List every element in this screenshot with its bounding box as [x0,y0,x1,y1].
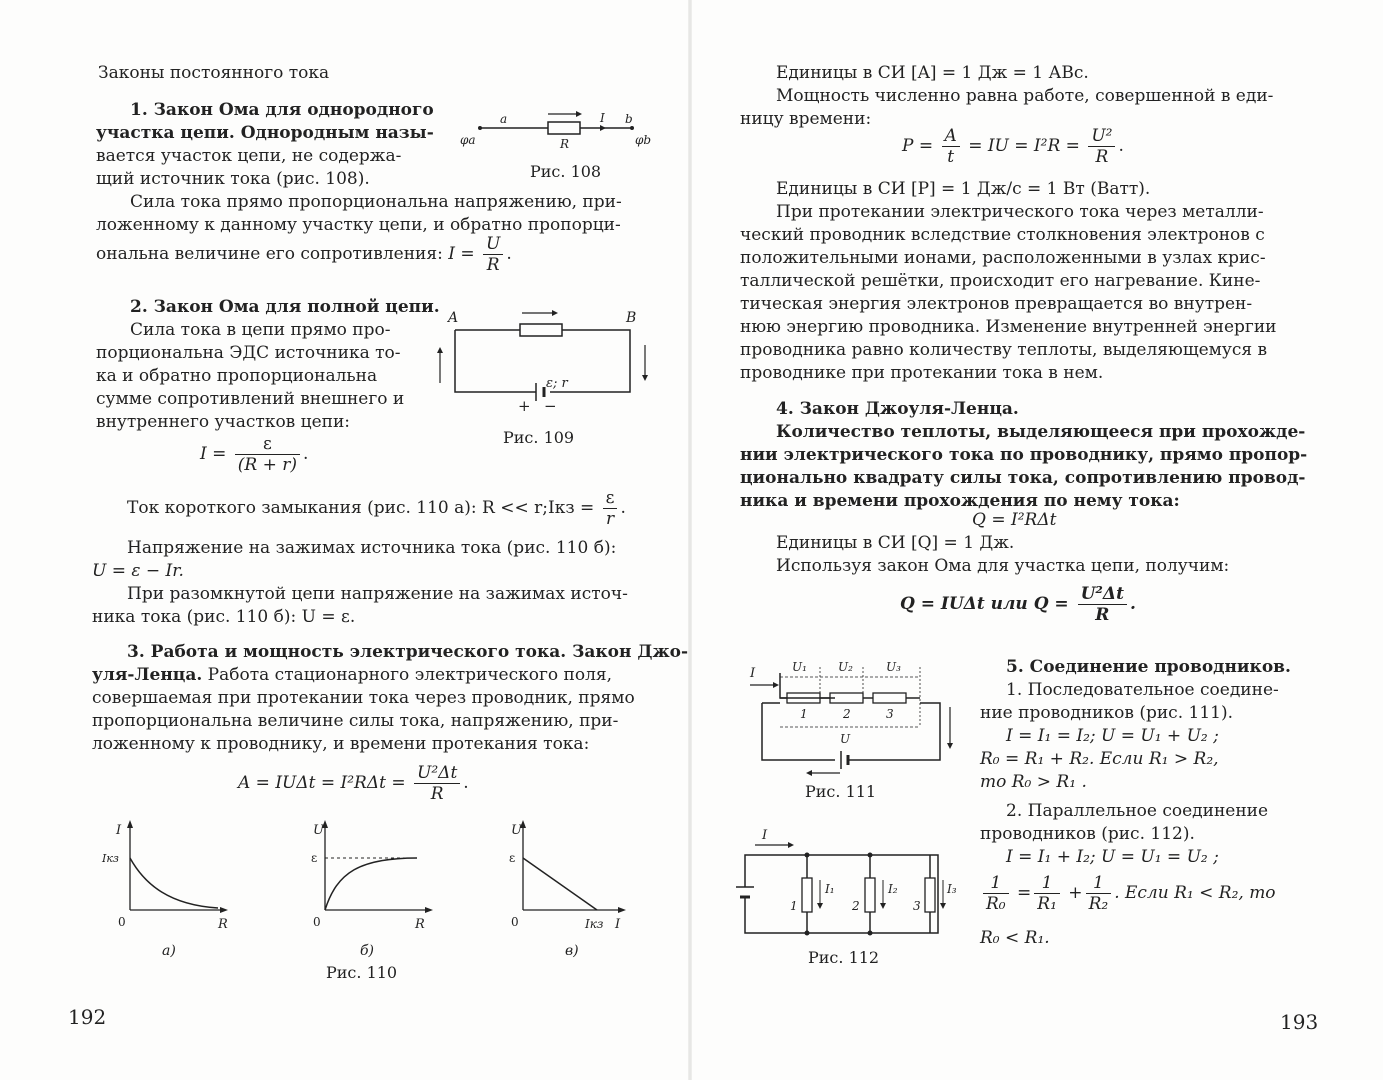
text-line: 2. Параллельное соединение [1006,801,1269,821]
svg-text:I: I [750,666,756,681]
full-circuit-formula: I = $\frac{\varepsilon}{(R + r)}$ . [200,434,309,475]
text-line: Единицы в СИ [Q] = 1 Дж. [776,533,1015,553]
section-1-title: 1. Закон Ома для однородного [130,100,434,120]
figure-108-caption: Рис. 108 [530,162,602,181]
emf-label: ε; r [546,376,568,391]
text-line: U = ε − Ir. [92,561,184,581]
parallel-formula: $\frac{1}{\text{R₀}}$ = $\frac{1}{\text{R₁}}$ + $\frac{1}{\text{R₂}}$ . Если R₁ < R₂, то [980,873,1276,914]
node-a-label: a [500,112,508,126]
power-formula: P = $\frac{A}{t}$ = IU = I²R = $\frac{\text{U²}}{R}$ . [902,126,1124,167]
figure-109-caption: Рис. 109 [503,428,575,447]
text-line: нюю энергию проводника. Изменение внутренней энергии [740,317,1277,337]
text-line: I = I₁ + I₂; U = U₁ = U₂ ; [1006,847,1219,867]
svg-text:I: I [615,917,621,932]
svg-text:б): б) [360,943,375,959]
minus-label: − [544,397,557,415]
text-line: пропорциональна величине силы тока, напряжению, при- [92,711,619,731]
svg-text:0: 0 [313,915,321,929]
svg-text:I₁: I₁ [825,882,835,896]
svg-text:R: R [415,917,425,932]
svg-text:в): в) [565,943,579,959]
joule-formula: Q = I²RΔt [972,510,1057,530]
svg-text:I: I [762,828,768,843]
text-line: порциональна ЭДС источника то- [96,343,401,363]
svg-text:1: 1 [800,707,808,721]
resistor-label: R [560,137,570,151]
svg-text:3: 3 [913,899,921,913]
current-label: I [600,111,605,125]
node-A-label: A [448,310,459,326]
svg-text:0: 0 [511,915,519,929]
svg-text:ε: ε [509,851,516,865]
text-line: уля-Ленца. Работа стационарного электрического поля, [92,665,613,685]
text-line: Сила тока в цепи прямо про- [130,320,391,340]
section-4-title: 4. Закон Джоуля-Ленца. [776,399,1019,419]
text-line: Напряжение на зажимах источника тока (рис. 110 б): [127,538,617,558]
text-line: ционально квадрату силы тока, сопротивлению провод- [740,468,1306,488]
text-line: I = I₁ = I₂; U = U₁ + U₂ ; [1006,726,1219,746]
svg-text:0: 0 [118,915,126,929]
text-line: ника и времени прохождения по нему тока: [740,491,1180,511]
text-line: проводников (рис. 112). [980,824,1195,844]
svg-text:U₁: U₁ [792,660,807,674]
text-line: совершаемая при протекании тока через проводник, прямо [92,688,635,708]
phi-b-label: φb [635,133,652,147]
graph-a [100,820,250,959]
joule-ohm-formula: Q = IUΔt или Q = $\frac{\text{U²Δt}}{R}$ . [900,584,1136,625]
text-line: проводника равно количеству теплоты, выделяющемуся в [740,340,1268,360]
text-line: Единицы в СИ [A] = 1 Дж = 1 АВс. [776,63,1089,83]
figure-108 [460,108,660,168]
text-line: ложенному к проводнику, и времени протекания тока: [92,734,590,754]
node-b-label: b [625,112,633,126]
graph-c [505,820,655,959]
text-line: Единицы в СИ [P] = 1 Дж/с = 1 Вт (Ватт). [776,179,1151,199]
svg-text:U₃: U₃ [886,660,901,674]
phi-a-label: φa [460,133,476,147]
text-line: участка цепи. Однородным назы- [96,123,434,143]
svg-text:I₂: I₂ [888,882,898,896]
figure-109 [440,305,660,425]
figure-110-caption: Рис. 110 [326,963,398,982]
figure-112-caption: Рис. 112 [808,948,880,967]
svg-text:I: I [116,823,122,838]
node-B-label: B [626,310,637,326]
figure-111 [740,655,955,780]
svg-text:2: 2 [843,707,851,721]
text-line: ние проводников (рис. 111). [980,703,1233,723]
svg-text:3: 3 [886,707,894,721]
svg-text:U₂: U₂ [838,660,853,674]
svg-text:U: U [313,823,324,838]
graph-b [305,820,455,959]
text-line: При разомкнутой цепи напряжение на зажимах источ- [127,584,628,604]
svg-text:Iкз: Iкз [585,917,604,931]
page-number-right: 193 [1280,1010,1319,1034]
text-line: щий источник тока (рис. 108). [96,169,370,189]
svg-text:1: 1 [790,899,798,913]
svg-text:U: U [840,732,851,746]
text-line: нии электрического тока по проводнику, прямо пропор- [740,445,1308,465]
right-page [690,0,1383,1080]
text-line: сумме сопротивлений внешнего и [96,389,405,409]
svg-text:ε: ε [311,851,318,865]
left-page [0,0,690,1080]
work-formula: A = IUΔt = I²RΔt = $\frac{\text{U²Δt}}{R}$ . [238,763,469,804]
text-line: проводнике при протекании тока в нем. [740,363,1104,383]
text-line: Количество теплоты, выделяющееся при прохожде- [776,422,1306,442]
text-line: ческий проводник вследствие столкновения электронов с [740,225,1265,245]
svg-text:2: 2 [852,899,860,913]
text-line: Мощность численно равна работе, совершенной в еди- [776,86,1274,106]
text-line: ника тока (рис. 110 б): U = ε. [92,607,356,627]
text-line: тическая энергия электронов превращается во внутрен- [740,294,1253,314]
text-line: ницу времени: [740,109,872,129]
text-line: таллической решётки, происходит его нагревание. Кине- [740,271,1261,291]
section-2-title: 2. Закон Ома для полной цепи. [130,297,440,317]
text-line: Используя закон Ома для участка цепи, получим: [776,556,1230,576]
text-line: положительными ионами, расположенными в узлах крис- [740,248,1266,268]
text-line: ка и обратно пропорциональна [96,366,378,386]
text-line: ложенному к данному участку цепи, и обратно пропорци- [96,215,621,235]
text-line: R₀ = R₁ + R₂. Если R₁ > R₂, [980,749,1219,769]
svg-text:Iкз: Iкз [102,852,119,865]
text-line: R₀ < R₁. [980,928,1050,948]
figure-111-caption: Рис. 111 [805,782,877,801]
plus-label: + [518,397,531,415]
text-line: то R₀ > R₁ . [980,772,1087,792]
text-line: При протекании электрического тока через металли- [776,202,1264,222]
svg-text:а): а) [162,943,176,959]
text-line: внутреннего участков цепи: [96,412,351,432]
page-number-left: 192 [68,1005,107,1029]
ohm-formula: ональна величине его сопротивления: I = $\frac{U}{R}$ . [96,234,512,275]
svg-text:U: U [511,823,522,838]
section-5-title: 5. Соединение проводников. [1006,657,1291,677]
text-line: 1. Последовательное соедине- [1006,680,1279,700]
svg-text:I₃: I₃ [947,882,957,896]
section-3-title: 3. Работа и мощность электрического тока. Закон Джо- [127,642,689,662]
text-line: вается участок цепи, не содержа- [96,146,402,166]
short-circuit-formula: Ток короткого замыкания (рис. 110 а): R << r;Iкз = $\frac{\varepsilon}{r}$ . [127,488,626,529]
page-header: Законы постоянного тока [98,63,330,83]
svg-text:R: R [218,917,228,932]
figure-112 [740,825,970,945]
text-line: Сила тока прямо пропорциональна напряжению, при- [130,192,622,212]
